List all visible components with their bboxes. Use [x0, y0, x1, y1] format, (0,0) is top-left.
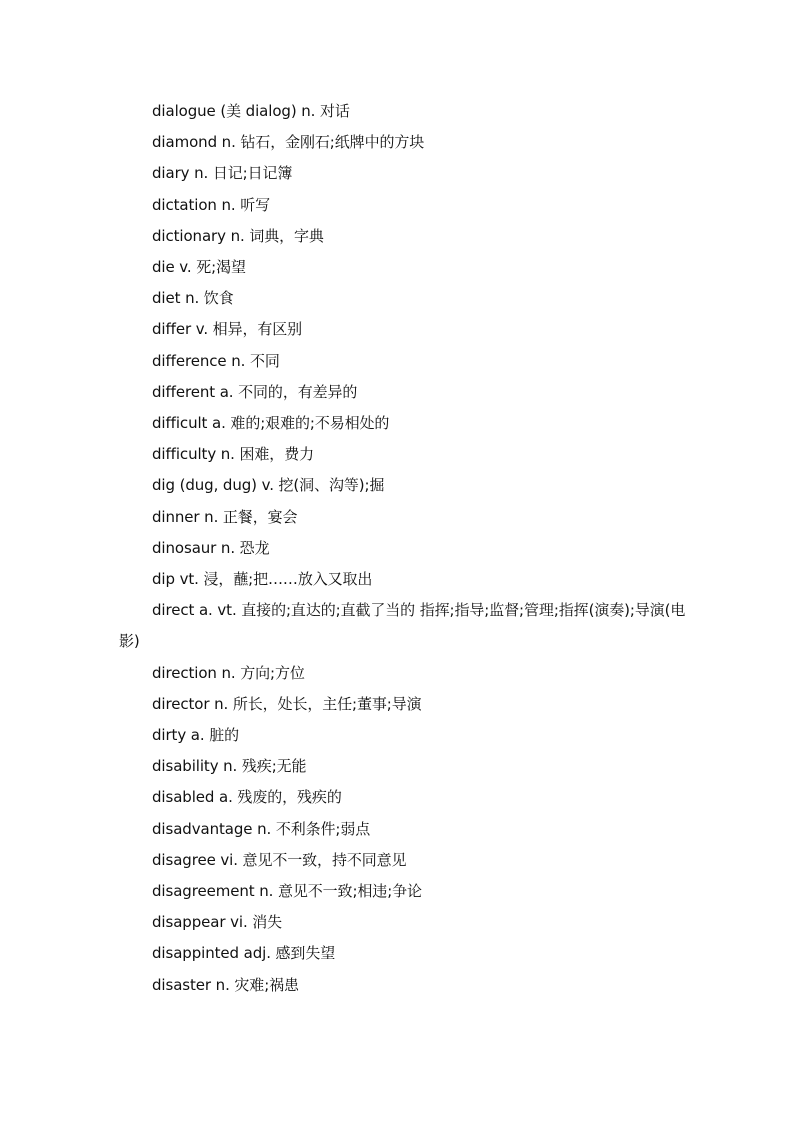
vocabulary-list: [119, 96, 689, 1001]
vocab-entry: dictionary n. 词典，字典: [152, 226, 324, 245]
vocab-entry: differ v. 相异，有区别: [152, 320, 303, 339]
vocab-entry: direction n. 方向;方位: [152, 663, 305, 682]
vocab-entry: disagreement n. 意见不一致;相违;争论: [152, 882, 422, 901]
vocab-entry: disability n. 残疾;无能: [152, 757, 307, 776]
vocab-entry: disabled a. 残废的，残疾的: [152, 788, 342, 807]
vocab-entry: disappear vi. 消失: [152, 913, 283, 932]
vocab-entry: difference n. 不同: [152, 351, 280, 370]
vocab-entry: dirty a. 脏的: [152, 726, 240, 745]
vocab-entry: diet n. 饮食: [152, 289, 234, 308]
vocab-entry: disagree vi. 意见不一致，持不同意见: [152, 850, 407, 869]
vocab-entry: disaster n. 灾难;祸患: [152, 975, 299, 994]
vocab-entry: different a. 不同的，有差异的: [152, 382, 358, 401]
vocab-entry: dinner n. 正餐，宴会: [152, 507, 298, 526]
vocab-entry: difficult a. 难的;艰难的;不易相处的: [152, 414, 390, 433]
vocab-entry: difficulty n. 困难，费力: [152, 445, 315, 464]
vocab-entry: disappinted adj. 感到失望: [152, 944, 336, 963]
vocab-entry: dig (dug, dug) v. 挖(洞、沟等);掘: [152, 476, 385, 495]
vocab-entry: dictation n. 听写: [152, 195, 271, 214]
vocab-entry: direct a. vt. 直接的;直达的;直截了当的 指挥;指导;监督;管理;指挥(演奏);导演(电影): [119, 601, 686, 651]
vocab-entry: director n. 所长，处长，主任;董事;导演: [152, 694, 422, 713]
vocab-entry: die v. 死;渴望: [152, 258, 246, 277]
vocab-entry: disadvantage n. 不利条件;弱点: [152, 819, 371, 838]
vocab-entry: dip vt. 浸，蘸;把……放入又取出: [152, 570, 373, 589]
vocab-entry: dinosaur n. 恐龙: [152, 538, 270, 557]
vocab-entry: dialogue (美 dialog) n. 对话: [152, 102, 350, 120]
vocab-entry: diary n. 日记;日记簿: [152, 164, 293, 183]
vocab-entry: diamond n. 钻石，金刚石;纸牌中的方块: [152, 133, 425, 152]
